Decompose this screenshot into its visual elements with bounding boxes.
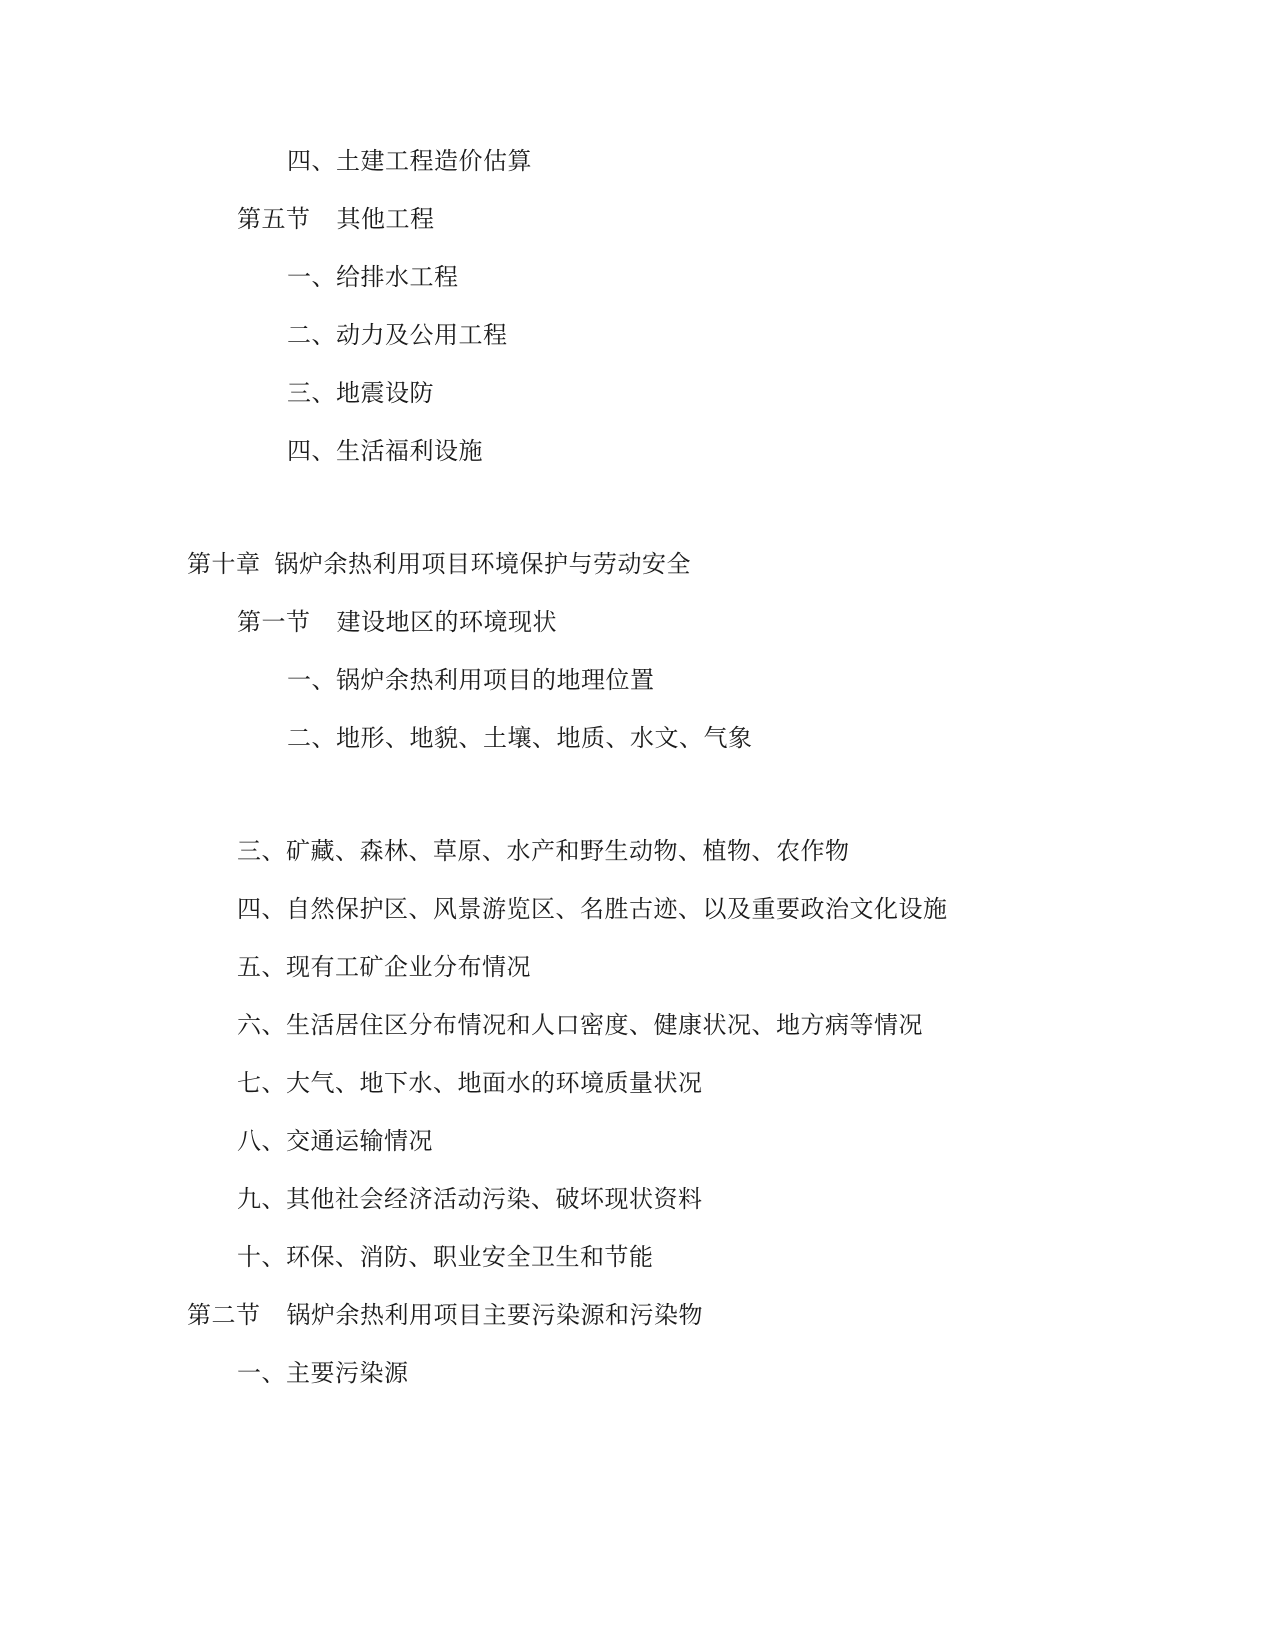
toc-item-location: 一、锅炉余热利用项目的地理位置 — [287, 666, 655, 694]
section-title: 锅炉余热利用项目主要污染源和污染物 — [286, 1301, 703, 1329]
toc-item-environment-quality: 七、大气、地下水、地面水的环境质量状况 — [237, 1069, 703, 1097]
toc-item-water: 一、给排水工程 — [287, 263, 459, 291]
toc-item-power: 二、动力及公用工程 — [287, 321, 508, 349]
toc-item-safety: 十、环保、消防、职业安全卫生和节能 — [237, 1243, 654, 1271]
toc-item-industry: 五、现有工矿企业分布情况 — [237, 953, 531, 981]
toc-item-protected-areas: 四、自然保护区、风景游览区、名胜古迹、以及重要政治文化设施 — [237, 895, 948, 923]
toc-chapter-10 — [187, 549, 691, 579]
toc-item-pollution-sources: 一、主要污染源 — [237, 1359, 409, 1387]
toc-section-5 — [237, 204, 435, 234]
section-title: 建设地区的环境现状 — [336, 608, 557, 636]
section-label: 第五节 — [237, 205, 311, 233]
toc-item-population: 六、生活居住区分布情况和人口密度、健康状况、地方病等情况 — [237, 1011, 923, 1039]
chapter-label: 第十章 — [187, 550, 261, 578]
toc-item-terrain: 二、地形、地貌、土壤、地质、水文、气象 — [287, 724, 753, 752]
toc-section-2 — [187, 1300, 703, 1330]
toc-section-1 — [237, 607, 557, 637]
section-label: 第二节 — [187, 1301, 261, 1329]
section-label: 第一节 — [237, 608, 311, 636]
toc-item-seismic: 三、地震设防 — [287, 379, 434, 407]
chapter-title: 锅炉余热利用项目环境保护与劳动安全 — [274, 550, 691, 578]
section-title: 其他工程 — [336, 205, 435, 233]
toc-item-civil-cost: 四、土建工程造价估算 — [287, 147, 532, 175]
toc-item-resources: 三、矿藏、森林、草原、水产和野生动物、植物、农作物 — [237, 837, 850, 865]
toc-item-transport: 八、交通运输情况 — [237, 1127, 433, 1155]
toc-item-pollution-status: 九、其他社会经济活动污染、破坏现状资料 — [237, 1185, 703, 1213]
toc-item-welfare: 四、生活福利设施 — [287, 437, 483, 465]
